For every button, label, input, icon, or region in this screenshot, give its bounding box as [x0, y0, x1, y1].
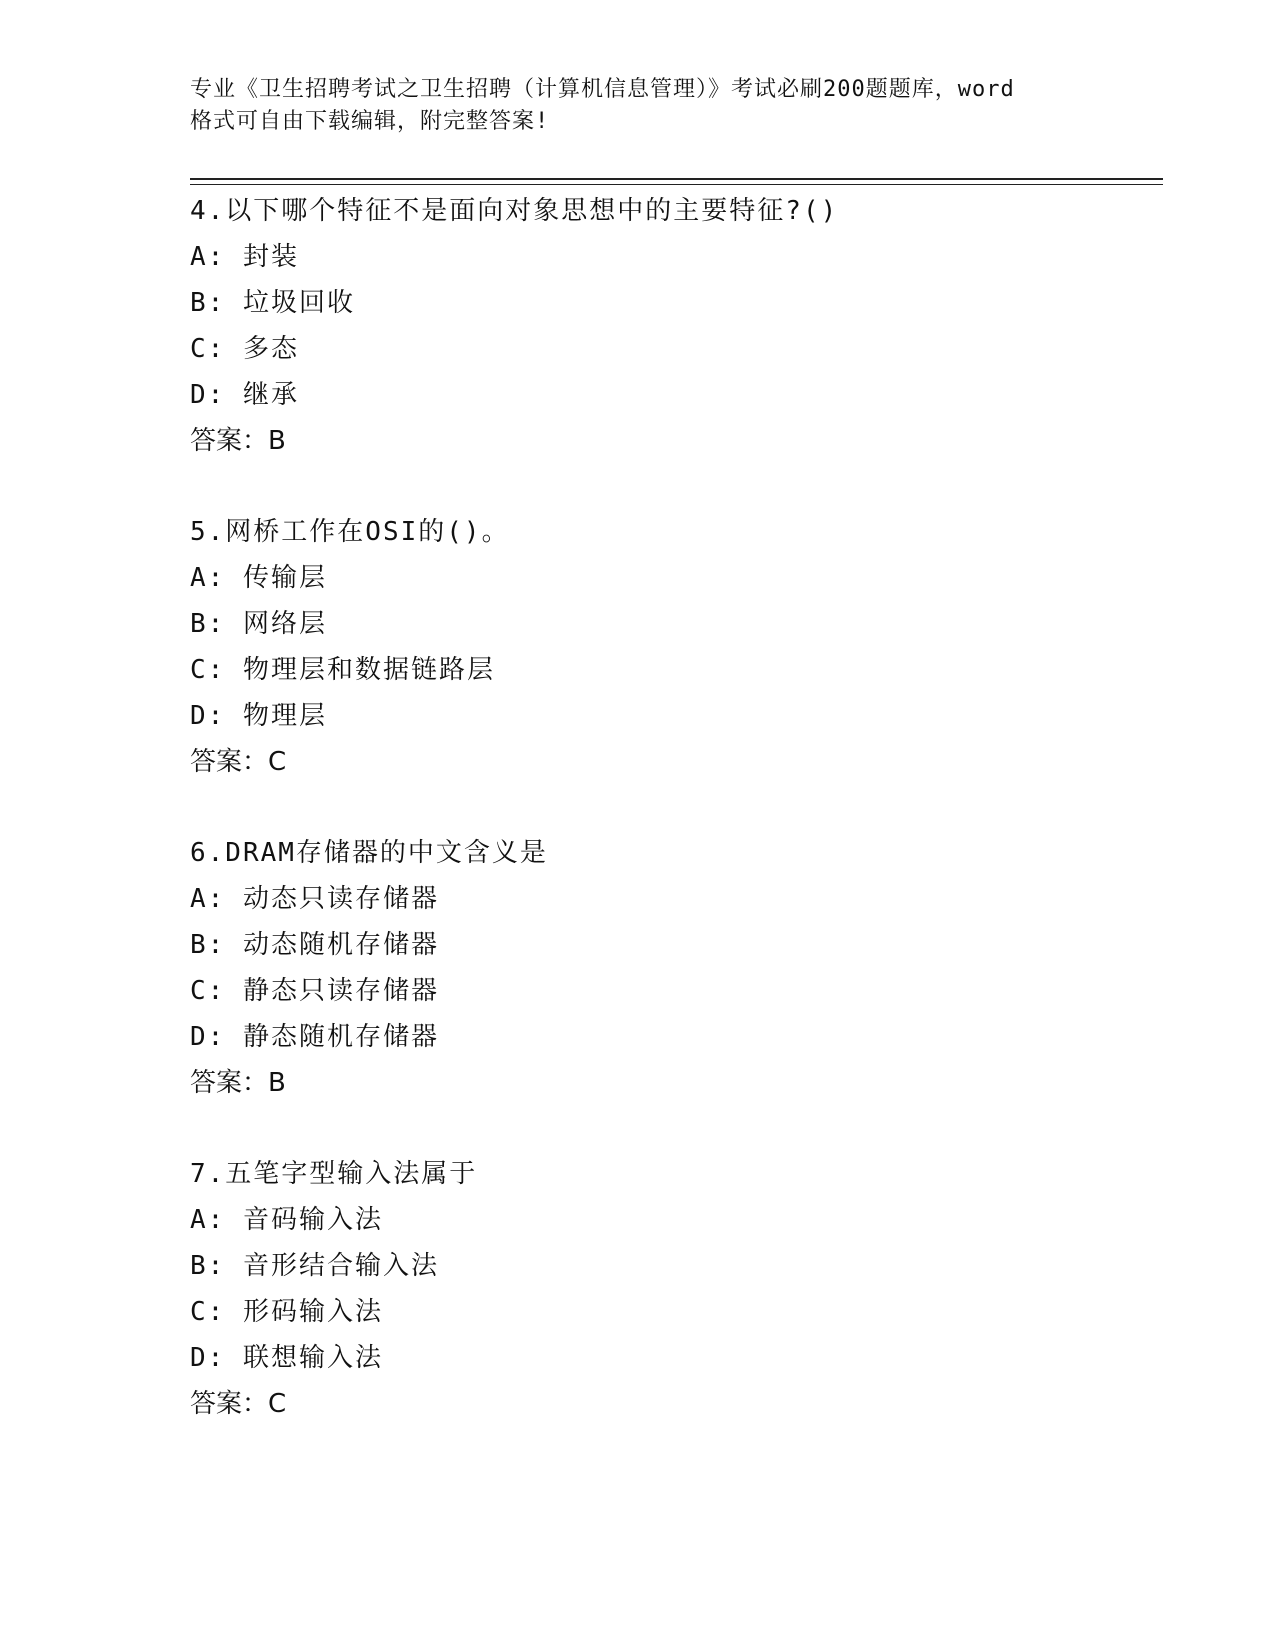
question-block — [190, 509, 1150, 785]
question-block — [190, 1151, 1150, 1427]
header-divider-thin — [190, 184, 1163, 185]
option-c: C: 多态 — [190, 334, 299, 364]
option-b: B: 动态随机存储器 — [190, 930, 439, 960]
answer-line: 答案：C — [190, 747, 287, 777]
option-d: D: 联想输入法 — [190, 1343, 383, 1373]
question-text: 6.DRAM存储器的中文含义是 — [190, 838, 548, 868]
option-b: B: 音形结合输入法 — [190, 1251, 439, 1281]
option-b: B: 垃圾回收 — [190, 288, 355, 318]
option-d: D: 静态随机存储器 — [190, 1022, 439, 1052]
option-a: A: 传输层 — [190, 563, 327, 593]
option-a: A: 封装 — [190, 242, 299, 272]
question-block — [190, 830, 1150, 1106]
question-text: 5.网桥工作在OSI的()。 — [190, 517, 510, 547]
answer-line: 答案：B — [190, 426, 286, 456]
option-c: C: 物理层和数据链路层 — [190, 655, 495, 685]
header-divider-thick — [190, 178, 1163, 180]
option-b: B: 网络层 — [190, 609, 327, 639]
question-text: 4.以下哪个特征不是面向对象思想中的主要特征?() — [190, 196, 839, 226]
header-line-2: 格式可自由下载编辑，附完整答案! — [190, 109, 550, 134]
option-c: C: 形码输入法 — [190, 1297, 383, 1327]
option-a: A: 音码输入法 — [190, 1205, 383, 1235]
option-c: C: 静态只读存储器 — [190, 976, 439, 1006]
document-header — [190, 74, 1090, 138]
option-d: D: 继承 — [190, 380, 299, 410]
option-a: A: 动态只读存储器 — [190, 884, 439, 914]
answer-line: 答案：C — [190, 1389, 287, 1419]
question-block — [190, 188, 1150, 464]
header-line-1: 专业《卫生招聘考试之卫生招聘（计算机信息管理）》考试必刷200题题库，word — [190, 77, 1015, 102]
question-text: 7.五笔字型输入法属于 — [190, 1159, 478, 1189]
option-d: D: 物理层 — [190, 701, 327, 731]
answer-line: 答案：B — [190, 1068, 286, 1098]
